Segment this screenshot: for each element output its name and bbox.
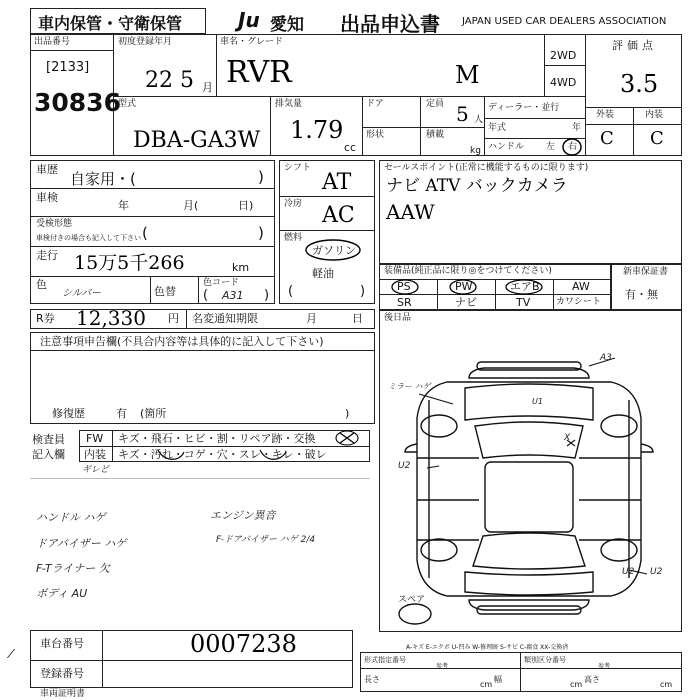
load-label: 積載 xyxy=(426,130,445,140)
inspector-fw-items: キズ・飛石・ヒビ・割・リペア跡・交換 xyxy=(118,432,316,445)
new-cert-value: 有・無 xyxy=(625,288,658,301)
color-code-label: 色コード xyxy=(203,278,240,288)
hand-note-body: ボディ AU xyxy=(36,587,88,600)
rating-interior: C xyxy=(650,128,664,149)
hand-note-door: ドアバイザー ハゲ xyxy=(36,537,127,550)
rating-label: 評価点 xyxy=(612,39,657,52)
diagram-mark-x: X xyxy=(564,433,571,443)
fuel-gasoline-circle-icon xyxy=(304,238,362,262)
registration-value: 22 5 xyxy=(145,68,194,93)
rating-interior-label: 内装 xyxy=(645,110,664,120)
fuel-diesel: 軽油 xyxy=(312,267,334,280)
hand-note-handle: ハンドル ハゲ xyxy=(36,511,106,524)
color-code-close: ) xyxy=(264,288,270,303)
displacement-unit: cc xyxy=(344,141,357,154)
tax-value: 12,330 xyxy=(76,306,146,330)
handle-right: 右 xyxy=(568,142,578,152)
capacity-label: 定員 xyxy=(426,99,445,109)
cooler-label: 冷房 xyxy=(284,199,303,209)
length-label: 長さ xyxy=(364,675,380,684)
tax-label: R券 xyxy=(36,312,55,325)
lot-number: 30836 xyxy=(34,88,121,117)
logo-mark: Ju xyxy=(238,8,260,32)
new-cert-label: 新車保証書 xyxy=(623,267,669,277)
diagram-mark-a3: A3 xyxy=(600,353,612,363)
fuel-close: ) xyxy=(360,284,366,299)
history-label: 車歴 xyxy=(36,163,58,176)
capacity-value: 5 xyxy=(456,102,469,126)
width-label: 幅 xyxy=(494,675,502,684)
diagram-mark-u2-left: U2 xyxy=(398,461,411,471)
hand-note-visor: F-ドアバイザー ハゲ 2/4 xyxy=(216,535,316,545)
length-unit: cm xyxy=(480,680,493,689)
equipment-seat: カワシート xyxy=(556,297,602,307)
sales-points-label: セールスポイント(正常に機能するものに限ります) xyxy=(384,163,589,173)
cooler-value: AC xyxy=(322,203,355,228)
handle-right-circle-icon xyxy=(561,136,583,158)
color-change-label: 色替 xyxy=(154,285,176,298)
footer-block xyxy=(360,652,682,692)
inspector-fw-label: FW xyxy=(86,432,104,445)
registration-unit: 月 xyxy=(202,81,213,94)
drive-2wd: 2WD xyxy=(550,49,577,62)
load-unit: kg xyxy=(470,146,481,156)
chassis-margin-mark: ⁄ xyxy=(10,647,13,661)
type-label: 型式 xyxy=(118,99,137,109)
equipment-label: 装備品(純正品に限り◎をつけてください) xyxy=(384,266,552,276)
lot-sub-number: [2133] xyxy=(46,60,90,75)
color-code-value: A31 xyxy=(222,289,244,302)
equipment-pw-circle-icon xyxy=(448,278,478,296)
registration-number-label: 登録番号 xyxy=(40,667,84,680)
displacement-value: 1.79 xyxy=(290,116,344,144)
diagram-mark-u2-rear: U2 xyxy=(622,567,635,577)
capacity-unit: 人 xyxy=(474,115,484,125)
inspector-int-items: キズ・汚れ・コゲ・穴・スレ・キレ・破レ xyxy=(118,448,327,461)
equipment-airbag-circle-icon xyxy=(504,278,544,296)
category-label: 類別区分番号 xyxy=(524,656,566,664)
remarks-label-1: 参考 xyxy=(436,663,449,670)
mileage-label: 走行 xyxy=(36,249,58,262)
repair-label: 修復歴 xyxy=(52,407,85,420)
handle-left: 左 xyxy=(546,142,556,152)
inspector-label-2: 記入欄 xyxy=(32,448,65,461)
color-value: シルバー xyxy=(62,288,102,299)
equipment-tv: TV xyxy=(516,296,531,309)
color-label: 色 xyxy=(36,278,47,291)
shape-label: 形状 xyxy=(366,130,385,140)
equipment-sr: SR xyxy=(397,296,412,309)
model-name: RVR xyxy=(226,55,292,90)
fuel-gasoline: ガソリン xyxy=(312,244,356,257)
history-close: ) xyxy=(258,168,264,186)
rating-exterior-label: 外装 xyxy=(596,110,615,120)
shift-value: AT xyxy=(322,170,352,195)
inspector-marks-icon xyxy=(150,428,370,464)
color-code-open: ( xyxy=(203,288,209,303)
handle-label: ハンドル xyxy=(488,142,525,152)
dealer-label: ディーラー・並行 xyxy=(488,103,560,113)
inspection-month: 月( xyxy=(183,199,199,212)
inspector-label-1: 検査員 xyxy=(32,433,65,446)
transfer-label: 名変通知期限 xyxy=(192,312,258,325)
equipment-navi: ナビ xyxy=(455,296,477,309)
after-reg-label: 後日品 xyxy=(384,313,412,323)
type-value: DBA-GA3W xyxy=(133,128,261,153)
spare-label: スペア xyxy=(398,595,426,605)
transfer-month: 月 xyxy=(306,312,317,325)
tax-unit: 円 xyxy=(168,312,179,325)
form-title: 出品申込書 xyxy=(340,12,440,36)
displacement-label: 排気量 xyxy=(275,99,303,109)
storage-note: 車内保管・守衛保管 xyxy=(38,14,183,33)
diagram-mark-mirror: ミラー ハゲ xyxy=(388,382,431,391)
equipment-ps-circle-icon xyxy=(390,278,420,296)
repair-detail: (箇所 xyxy=(140,407,167,420)
inspector-note: ギレど xyxy=(82,465,109,475)
hand-note-liner: F-Tライナー 欠 xyxy=(36,562,110,575)
shift-label: シフト xyxy=(284,163,312,173)
vehicle-cert-label: 車両証明書 xyxy=(40,689,86,699)
remarks-label-2: 参考 xyxy=(598,663,611,670)
inspection-year: 年 xyxy=(118,199,129,212)
receive-note: 車検付きの場合も記入して下さい xyxy=(36,234,141,242)
association-name: JAPAN USED CAR DEALERS ASSOCIATION xyxy=(462,16,667,27)
history-value: 自家用・( xyxy=(70,170,136,188)
rating-score: 3.5 xyxy=(620,70,659,98)
diagram-mark-u1: U1 xyxy=(532,397,543,406)
equipment-ps: PS xyxy=(397,280,411,293)
receive-label: 受検形態 xyxy=(36,219,73,229)
repair-close: ) xyxy=(345,407,350,420)
height-unit: cm xyxy=(660,680,673,689)
year-unit: 年 xyxy=(572,123,582,133)
equipment-pw: PW xyxy=(455,280,473,293)
model-grade: M xyxy=(455,61,480,89)
inspection-label: 車検 xyxy=(36,191,58,204)
height-label: 高さ xyxy=(584,675,600,684)
equipment-aw: AW xyxy=(572,280,590,293)
mileage-value: 15万5千266 xyxy=(74,252,185,274)
fuel-open: ( xyxy=(288,284,294,299)
sales-points-line1: ナビ ATV バックカメラ xyxy=(386,176,568,196)
doors-label: ドア xyxy=(366,99,384,109)
width-unit: cm xyxy=(570,680,583,689)
diagram-mark-u2-right: U2 xyxy=(650,567,663,577)
fuel-label: 燃料 xyxy=(284,233,303,243)
chassis-label: 車台番号 xyxy=(40,637,84,650)
drive-4wd: 4WD xyxy=(550,76,577,89)
notes-label: 注意事項申告欄(不具合内容等は具体的に記入して下さい) xyxy=(40,335,324,348)
receive-open: ( xyxy=(142,224,148,242)
equipment-airbag: エアB xyxy=(510,280,540,293)
mileage-unit: km xyxy=(232,261,250,274)
chassis-value: 0007238 xyxy=(190,630,297,658)
lot-label: 出品番号 xyxy=(34,37,71,47)
rating-exterior: C xyxy=(600,128,614,149)
repair-value: 有 xyxy=(116,407,127,420)
registration-label: 初度登録年月 xyxy=(118,37,173,47)
designated-label: 形式指定番号 xyxy=(364,656,406,664)
inspection-day: 日) xyxy=(238,199,254,212)
org-name: 愛知 xyxy=(270,15,304,35)
receive-close: ) xyxy=(258,224,264,242)
hand-note-engine: エンジン異音 xyxy=(210,509,276,522)
sales-points-line2: AAW xyxy=(386,200,435,224)
year-label: 年式 xyxy=(488,123,507,133)
model-label: 車名・グレード xyxy=(220,37,284,47)
inspector-int-label: 内装 xyxy=(84,448,106,461)
transfer-day: 日 xyxy=(352,312,363,325)
diagram-legend: A-キズ E-エクボ U-凹み W-修理跡 S-サビ C-腐食 XX-交換済 xyxy=(406,644,569,651)
